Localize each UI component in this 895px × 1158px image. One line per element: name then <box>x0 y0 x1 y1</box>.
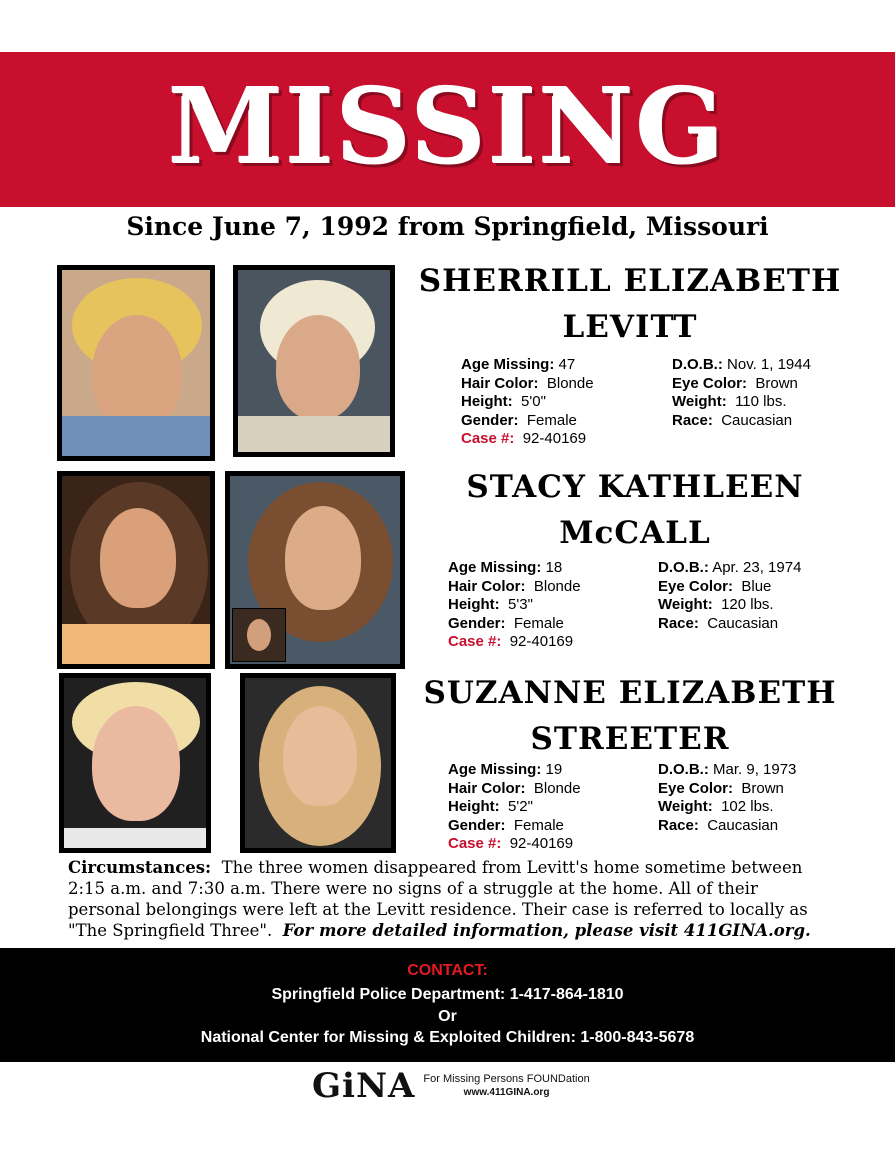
person-name-streeter: SUZANNE ELIZABETH STREETER <box>423 675 837 757</box>
more-info-link[interactable]: For more detailed information, please visit 411GINA.org. <box>282 921 811 940</box>
person-name-levitt: SHERRILL ELIZABETH LEVITT <box>418 263 842 345</box>
photo-streeter-original <box>59 673 211 853</box>
contact-title: CONTACT: <box>407 962 488 979</box>
missing-banner <box>0 52 895 207</box>
gina-url: www.411GINA.org <box>463 1087 550 1098</box>
photo-levitt-age-progressed <box>233 265 395 457</box>
circumstances-label: Circumstances: <box>68 858 212 877</box>
contact-ncmec-phone: National Center for Missing & Exploited Children: 1-800-843-5678 <box>200 1029 695 1046</box>
person-details-levitt: Age Missing: 47 Hair Color: Blonde Height: 5'0" Gender: Female Case #: 92-40169 D.O.B.: Nov. 1, 1944 Eye Color: Brown Weight: 110 lbs. Race: Caucasian <box>461 356 811 447</box>
photo-mccall-inset <box>232 608 286 662</box>
photo-mccall-age-progressed <box>225 471 405 669</box>
photo-levitt-original <box>57 265 215 461</box>
circumstances-text: The three women disappeared from Levitt's home sometime between 2:15 a.m. and 7:30 a.m. There were no signs of a struggle at the home. All of their personal belongings were left at the Levitt residence. Their case is referred to locally as "The Springfield Three". <box>68 858 808 940</box>
banner-title: MISSING <box>168 65 727 188</box>
gina-logo <box>312 1063 590 1109</box>
person-name-mccall: STACY KATHLEEN McCALL <box>466 469 804 551</box>
contact-police-phone: Springfield Police Department: 1-417-864-1810 <box>271 986 624 1003</box>
photo-streeter-age-progressed <box>240 673 396 853</box>
gina-tagline: For Missing Persons FOUNDation <box>423 1073 590 1085</box>
gina-logo-word: GiNA <box>312 1066 416 1106</box>
missing-since-subtitle: Since June 7, 1992 from Springfield, Missouri <box>126 212 769 241</box>
photo-mccall-original <box>57 471 215 669</box>
contact-box <box>0 948 895 1062</box>
person-details-mccall: Age Missing: 18 Hair Color: Blonde Height: 5'3" Gender: Female Case #: 92-40169 D.O.B.: Apr. 23, 1974 Eye Color: Blue Weight: 120 lbs. Race: Caucasian <box>448 559 802 650</box>
circumstances-paragraph <box>68 857 828 941</box>
person-details-streeter: Age Missing: 19 Hair Color: Blonde Height: 5'2" Gender: Female Case #: 92-40169 D.O.B.: Mar. 9, 1973 Eye Color: Brown Weight: 102 lbs. Race: Caucasian <box>448 761 797 852</box>
contact-or: Or <box>438 1007 457 1025</box>
